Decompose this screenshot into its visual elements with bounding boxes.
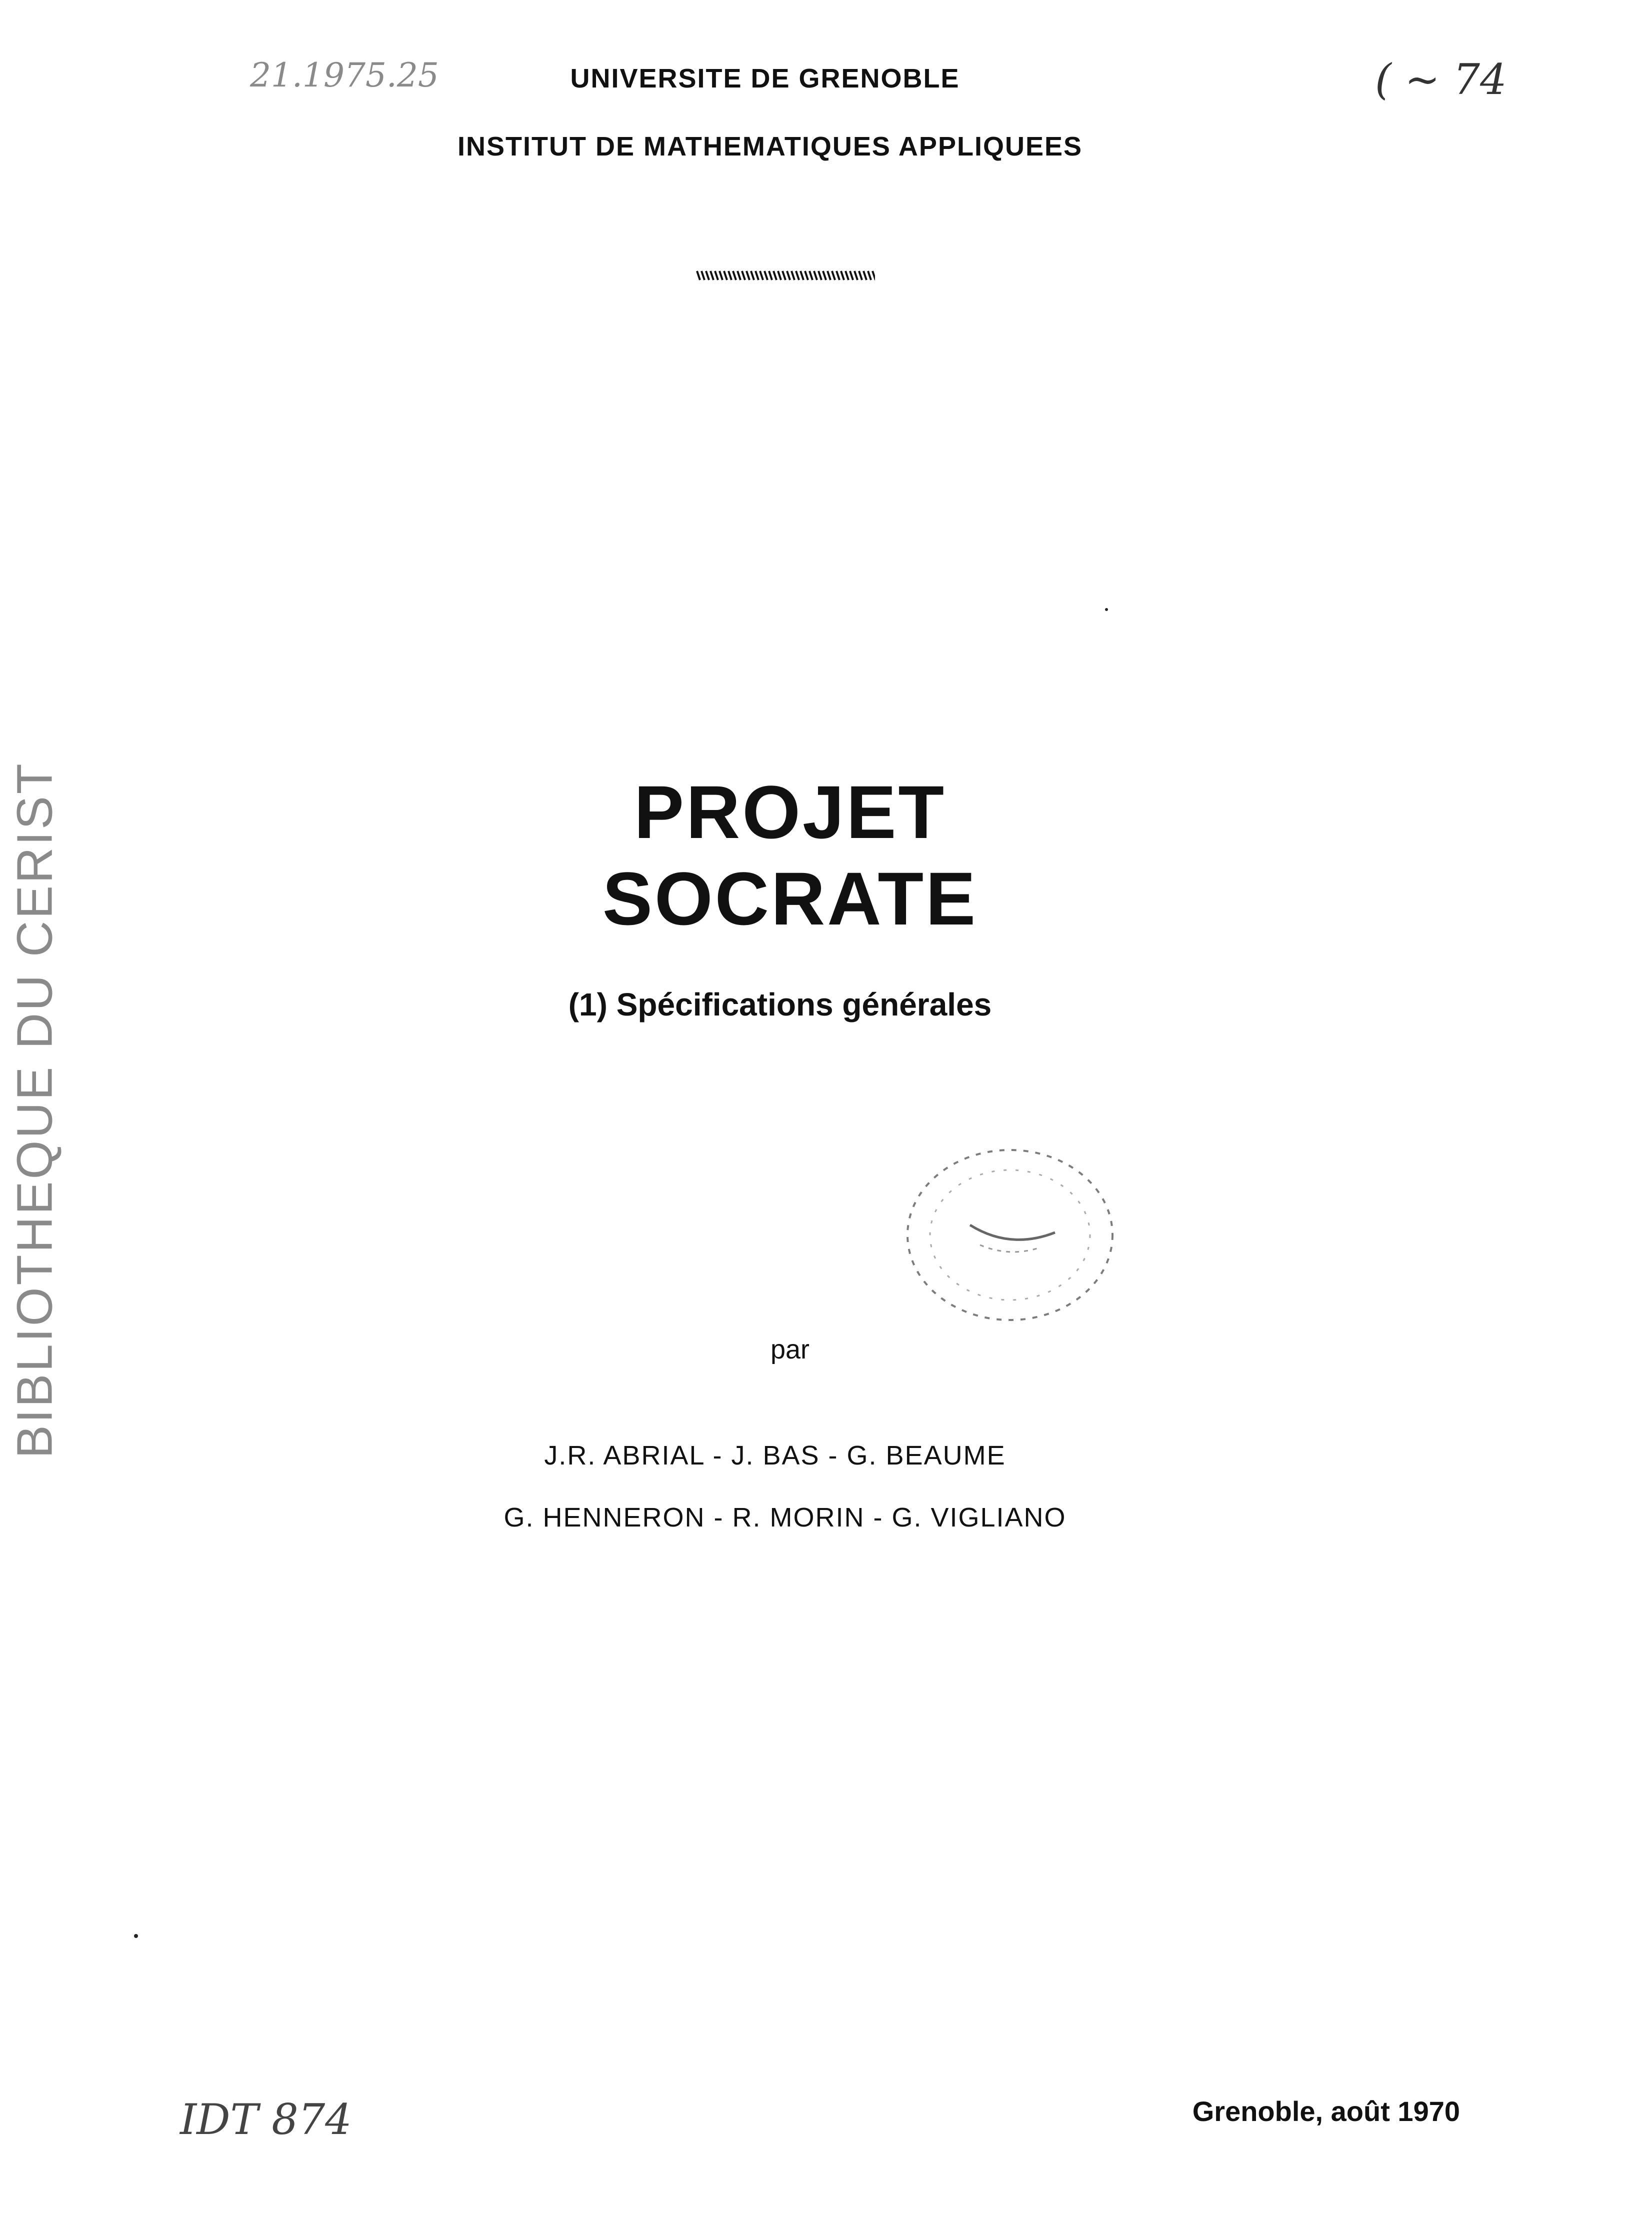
ornament-stroke	[764, 271, 768, 280]
handwritten-note-top-left-text: 21.1975.25	[250, 56, 439, 94]
ornament-stroke	[782, 271, 786, 280]
ornament-stroke	[864, 271, 866, 280]
ornament-stroke	[810, 271, 812, 280]
ornament-stroke	[800, 271, 804, 280]
ornament-stroke	[710, 271, 714, 280]
handwritten-note-top-left	[250, 56, 475, 94]
ornament-stroke	[859, 271, 862, 280]
decorative-ornament	[695, 269, 875, 282]
ornament-stroke	[706, 271, 709, 280]
ornament-stroke	[751, 271, 754, 280]
authors-line-1: J.R. ABRIAL - J. BAS - G. BEAUME	[544, 1440, 1006, 1470]
document-subtitle: (1) Spécifications générales	[568, 986, 992, 1022]
ornament-stroke	[733, 271, 736, 280]
ornament-stroke	[832, 271, 835, 280]
ornament-stroke	[823, 271, 826, 280]
ornament-stroke	[720, 271, 722, 280]
handwritten-note-bottom-left	[180, 2095, 380, 2144]
ornament-stroke	[796, 271, 799, 280]
ornament-stroke	[746, 271, 750, 280]
ornament-stroke	[715, 271, 718, 280]
ornament-stroke	[738, 271, 740, 280]
ornament-stroke	[778, 271, 781, 280]
handwritten-note-top-right-text: ( ~ 74	[1375, 55, 1507, 104]
ornament-stroke	[769, 271, 772, 280]
by-label: par	[770, 1334, 810, 1364]
ornament-stroke	[814, 271, 817, 280]
library-stamp	[895, 1140, 1125, 1330]
ornament-stroke	[724, 271, 727, 280]
institute-name: INSTITUT DE MATHEMATIQUES APPLIQUEES	[457, 132, 1083, 162]
ornament-stroke	[702, 271, 704, 280]
document-title: PROJET SOCRATE	[602, 770, 978, 940]
ornament-stroke	[868, 271, 871, 280]
ornament-stroke	[697, 271, 700, 280]
library-watermark	[0, 740, 70, 1480]
ornament-stroke	[756, 271, 758, 280]
scan-speck	[134, 1934, 138, 1938]
ornament-stroke	[841, 271, 844, 280]
handwritten-note-top-right	[1375, 55, 1575, 104]
university-name: UNIVERSITE DE GRENOBLE	[570, 64, 960, 94]
ornament-stroke	[760, 271, 763, 280]
scan-speck	[1105, 608, 1108, 611]
ornament-stroke	[846, 271, 848, 280]
ornament-stroke	[836, 271, 840, 280]
ornament-stroke	[792, 271, 794, 280]
ornament-stroke	[828, 271, 830, 280]
ornament-stroke	[774, 271, 776, 280]
handwritten-note-bottom-left-text: IDT 874	[180, 2095, 352, 2144]
ornament-stroke	[818, 271, 822, 280]
ornament-stroke	[787, 271, 790, 280]
authors-line-2: G. HENNERON - R. MORIN - G. VIGLIANO	[504, 1502, 1066, 1532]
ornament-stroke	[850, 271, 853, 280]
ornament-stroke	[728, 271, 732, 280]
ornament-stroke	[805, 271, 808, 280]
library-watermark-text: BIBLIOTHEQUE DU CERIST	[6, 762, 63, 1458]
ornament-stroke	[854, 271, 858, 280]
place-and-date: Grenoble, août 1970	[1192, 2096, 1460, 2127]
ornament-stroke	[872, 271, 875, 280]
ornament-stroke	[742, 271, 745, 280]
